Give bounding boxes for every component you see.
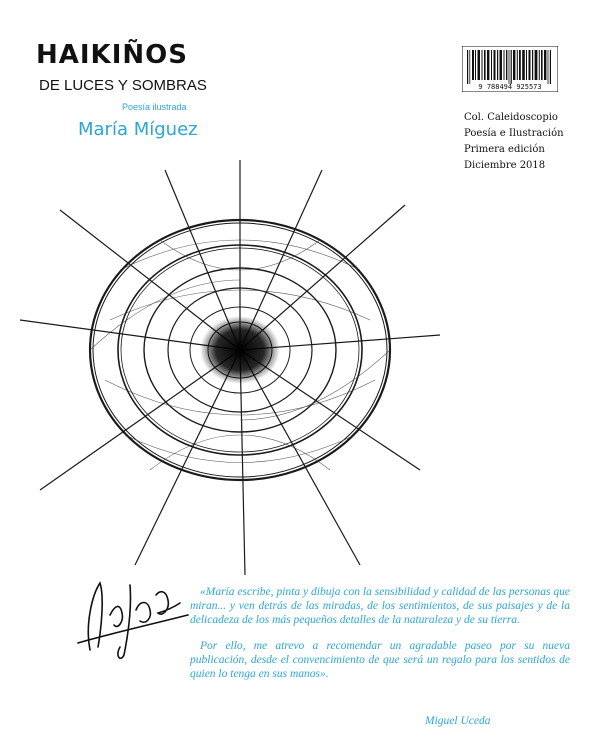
blurb-author: Miguel Uceda <box>425 715 491 727</box>
book-title: HAIKIÑOS <box>36 40 188 70</box>
edition-label: Primera edición <box>464 144 545 155</box>
barcode <box>462 46 558 92</box>
spiderweb-illustration <box>0 150 460 580</box>
series-name: Poesía e Ilustración <box>464 128 564 139</box>
author-name: María Míguez <box>78 119 198 140</box>
barcode-digits: 9 788494 925573 <box>478 83 542 91</box>
colophon <box>464 110 564 174</box>
genre-label: Poesía ilustrada <box>122 102 187 112</box>
publication-date: Diciembre 2018 <box>464 160 546 171</box>
artist-signature <box>70 555 195 665</box>
blurb-paragraph-2: Por ello, me atrevo a recomendar un agradable paseo por su nueva publicación, desde el convencimiento de que será un regalo para los sentidos de quien lo tenga en sus manos». <box>190 640 570 680</box>
blurb-quote <box>190 585 570 693</box>
collection-name: Col. Caleidoscopio <box>464 112 558 123</box>
blurb-paragraph-1: «María escribe, pinta y dibuja con la sensibilidad y calidad de las personas que miran... y ven detrás de las miradas, de los sentimientos, de sus paisajes y de la delicadeza de los más pequeños detalles de la naturaleza y de su tierra. <box>190 586 570 626</box>
book-subtitle: DE LUCES Y SOMBRAS <box>39 77 207 94</box>
